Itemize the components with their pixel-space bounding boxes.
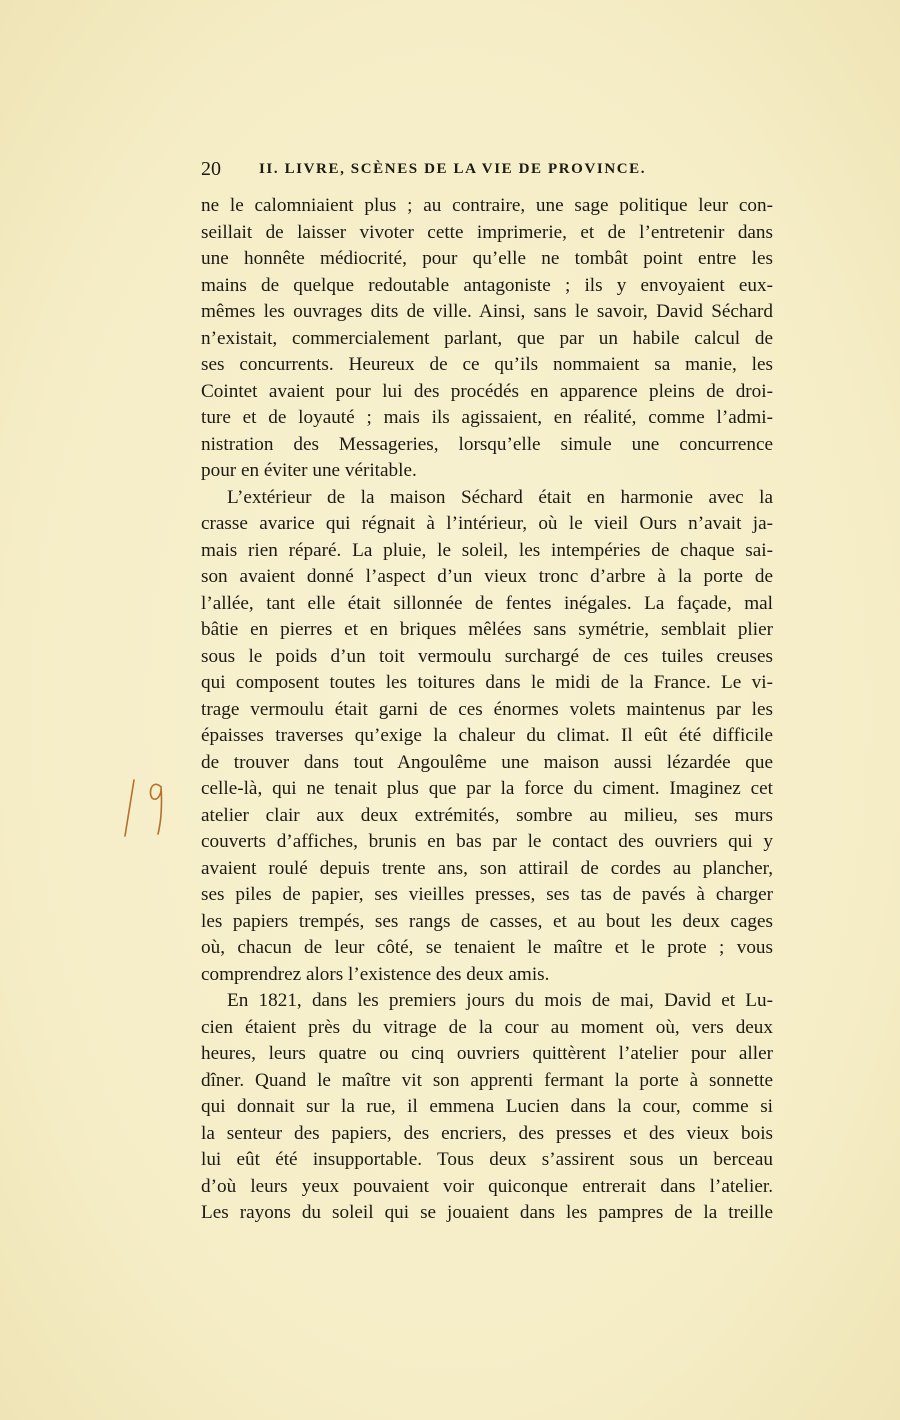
text-line: lui eût été insupportable. Tous deux s’assirent sous un berceau <box>201 1149 773 1170</box>
text-line: épaisses traverses qu’exige la chaleur du climat. Il eût été difficile <box>201 725 773 746</box>
text-line: qui composent toutes les toitures dans le midi de la France. Le vi- <box>201 672 773 693</box>
paragraph <box>201 485 773 989</box>
handwritten-page-number <box>118 772 178 842</box>
text-line: une honnête médiocrité, pour qu’elle ne tombât point entre les <box>201 248 773 269</box>
paragraph <box>201 193 773 485</box>
text-line: Les rayons du soleil qui se jouaient dans les pampres de la treille <box>201 1202 773 1223</box>
text-line: crasse avarice qui régnait à l’intérieur, où le vieil Ours n’avait ja- <box>201 513 773 534</box>
text-line: l’allée, tant elle était sillonnée de fentes inégales. La façade, mal <box>201 592 773 614</box>
body-text <box>201 193 773 1227</box>
text-line: la senteur des papiers, des encriers, des presses et des vieux bois <box>201 1122 773 1144</box>
text-line: couverts d’affiches, brunis en bas par le contact des ouvriers qui y <box>201 831 773 852</box>
text-line: nistration des Messageries, lorsqu’elle simule une concurrence <box>201 433 773 455</box>
text-line: qui donnait sur la rue, il emmena Lucien dans la cour, comme si <box>201 1096 773 1117</box>
text-line: Cointet avaient pour lui des procédés en apparence pleins de droi- <box>201 380 773 402</box>
text-line: les papiers trempés, ses rangs de casses, et au bout les deux cages <box>201 910 773 932</box>
text-line: mêmes les ouvrages dits de ville. Ainsi, sans le savoir, David Séchard <box>201 301 773 322</box>
text-line: En 1821, dans les premiers jours du mois de mai, David et Lu- <box>227 990 773 1011</box>
text-line: comprendrez alors l’existence des deux amis. <box>201 963 550 985</box>
text-line: ses piles de papier, ses vieilles presses, ses tas de pavés à charger <box>201 884 773 905</box>
paragraph <box>201 988 773 1227</box>
text-line: pour en éviter une véritable. <box>201 460 417 481</box>
text-line: où, chacun de leur côté, se tenaient le maître et le prote ; vous <box>201 937 773 958</box>
text-line: ses concurrents. Heureux de ce qu’ils nommaient sa manie, les <box>201 354 773 375</box>
text-line: sous le poids d’un toit vermoulu surchargé de ces tuiles creuses <box>201 645 773 667</box>
text-line: celle-là, qui ne tenait plus que par la force du ciment. Imaginez cet <box>201 778 773 799</box>
text-line: L’extérieur de la maison Séchard était en harmonie avec la <box>227 486 773 508</box>
page-header <box>201 158 773 186</box>
text-line: heures, leurs quatre ou cinq ouvriers quittèrent l’atelier pour aller <box>201 1043 773 1064</box>
text-line: n’existait, commercialement parlant, que par un habile calcul de <box>201 327 773 349</box>
text-line: son avaient donné l’aspect d’un vieux tronc d’arbre à la porte de <box>201 566 773 587</box>
text-line: ture et de loyauté ; mais ils agissaient, en réalité, comme l’admi- <box>201 407 773 428</box>
page-number: 20 <box>201 158 221 180</box>
text-line: bâtie en pierres et en briques mêlées sans symétrie, semblait plier <box>201 619 773 640</box>
text-line: mains de quelque redoutable antagoniste ; ils y envoyaient eux- <box>201 274 773 296</box>
text-line: cien étaient près du vitrage de la cour au moment où, vers deux <box>201 1016 773 1038</box>
text-line: atelier clair aux deux extrémités, sombre au milieu, ses murs <box>201 804 773 826</box>
text-line: ne le calomniaient plus ; au contraire, une sage politique leur con- <box>201 195 773 216</box>
text-line: trage vermoulu était garni de ces énormes volets maintenus par les <box>201 698 773 720</box>
text-line: avaient roulé depuis trente ans, son attirail de cordes au plancher, <box>201 857 773 879</box>
running-title: II. LIVRE, SCÈNES DE LA VIE DE PROVINCE. <box>259 161 647 177</box>
text-line: seillait de laisser vivoter cette imprimerie, et de l’entretenir dans <box>201 221 773 243</box>
text-line: d’où leurs yeux pouvaient voir quiconque entrerait dans l’atelier. <box>201 1175 773 1197</box>
text-line: dîner. Quand le maître vit son apprenti fermant la porte à sonnette <box>201 1069 773 1091</box>
text-line: mais rien réparé. La pluie, le soleil, les intempéries de chaque sai- <box>201 539 773 561</box>
text-line: de trouver dans tout Angoulême une maison aussi lézardée que <box>201 751 773 773</box>
